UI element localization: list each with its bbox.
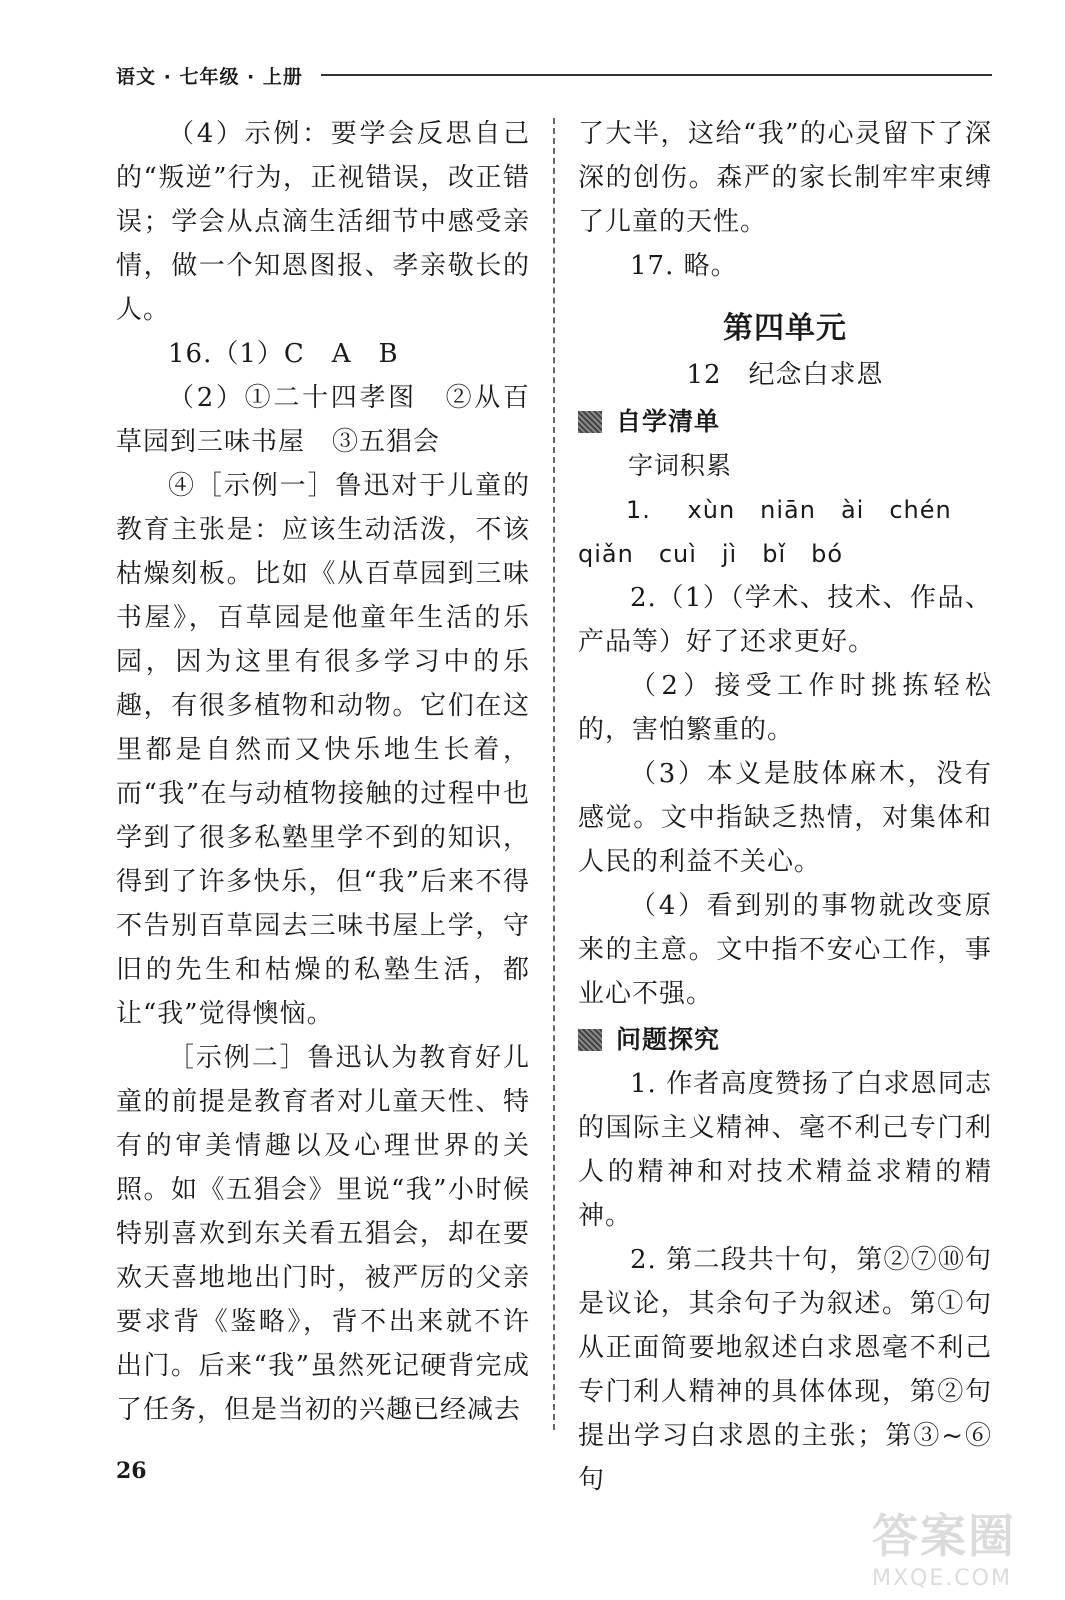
pinyin-line-2: qiǎn cuì jì bǐ bó bbox=[578, 540, 844, 568]
section-label: 自学清单 bbox=[616, 407, 721, 436]
right-column bbox=[578, 112, 992, 1502]
answer-2-2: （2）接受工作时挑拣轻松的，害怕繁重的。 bbox=[578, 671, 992, 745]
left-column bbox=[116, 112, 530, 1432]
inquiry-answer-2: 2. 第二段共十句，第②⑦⑩句是议论，其余句子为叙述。第①句从正面简要地叙述白求恩毫不利己专门利人精神的具体体现，第②句提出学习白求恩的主张；第③~⑥句 bbox=[578, 1245, 992, 1495]
pinyin-line-1: 1. xùn niān ài chén bbox=[626, 496, 952, 524]
section-square-icon bbox=[578, 1029, 602, 1051]
header-title: 语文 · 七年级 · 上册 bbox=[116, 65, 303, 88]
lesson-title: 12 纪念白求恩 bbox=[686, 360, 884, 390]
page-number: 26 bbox=[116, 1458, 147, 1484]
answer-16-continued: 了大半，这给“我”的心灵留下了深深的创伤。森严的家长制牢牢束缚了儿童的天性。 bbox=[578, 119, 992, 237]
section-label: 问题探究 bbox=[616, 1025, 721, 1054]
answer-16-2: （2）①二十四孝图 ②从百草园到三味书屋 ③五猖会 bbox=[116, 383, 530, 457]
answer-2-1: 2.（1）（学术、技术、作品、产品等）好了还求更好。 bbox=[578, 583, 992, 657]
unit-title: 第四单元 bbox=[723, 311, 847, 346]
subsection-vocabulary: 字词积累 bbox=[628, 451, 733, 480]
watermark-logo bbox=[872, 1500, 1042, 1590]
answer-16-example-2: ［示例二］鲁迅认为教育好儿童的前提是教育者对儿童天性、特有的审美情趣以及心理世界的关照。如《五猖会》里说“我”小时候特别喜欢到东关看五猖会，却在要欢天喜地地出门时，被严厉的父亲要求背《鉴略》，背不出来就不许出门。后来“我”虽然死记硬背完成了任务，但是当初的兴趣已经减去 bbox=[116, 1043, 530, 1425]
answer-16-example-1: ④［示例一］鲁迅对于儿童的教育主张是：应该生动活泼，不该枯燥刻板。比如《从百草园到三味书屋》，百草园是他童年生活的乐园，因为这里有很多学习中的乐趣，有很多植物和动物。它们在这里都是自然而又快乐地生长着，而“我”在与动植物接触的过程中也学到了很多私塾里学不到的知识，得到了许多快乐，但“我”后来不得不告别百草园去三味书屋上学，守旧的先生和枯燥的私塾生活，都让“我”觉得懊恼。 bbox=[116, 471, 530, 1029]
watermark-url: MXQE.COM bbox=[872, 1566, 1012, 1591]
answer-16-1: 16.（1）C A B bbox=[168, 339, 399, 369]
column-divider bbox=[553, 118, 555, 1430]
answer-2-3: （3）本义是肢体麻木，没有感觉。文中指缺乏热情，对集体和人民的利益不关心。 bbox=[578, 759, 992, 877]
section-heading-self-study bbox=[578, 400, 992, 444]
section-heading-inquiry bbox=[578, 1018, 992, 1062]
answer-17: 17. 略。 bbox=[630, 251, 738, 281]
inquiry-answer-1: 1. 作者高度赞扬了白求恩同志的国际主义精神、毫不利己专门利人的精神和对技术精益求精的精神。 bbox=[578, 1069, 992, 1231]
header-rule bbox=[321, 74, 992, 76]
answer-15-4: （4）示例：要学会反思自己的“叛逆”行为，正视错误，改正错误；学会从点滴生活细节中感受亲情，做一个知恩图报、孝亲敬长的人。 bbox=[116, 119, 530, 325]
running-header bbox=[116, 60, 992, 90]
answer-2-4: （4）看到别的事物就改变原来的主意。文中指不安心工作，事业心不强。 bbox=[578, 891, 992, 1009]
watermark-text: 答案圈 bbox=[872, 1509, 1016, 1563]
section-square-icon bbox=[578, 411, 602, 433]
